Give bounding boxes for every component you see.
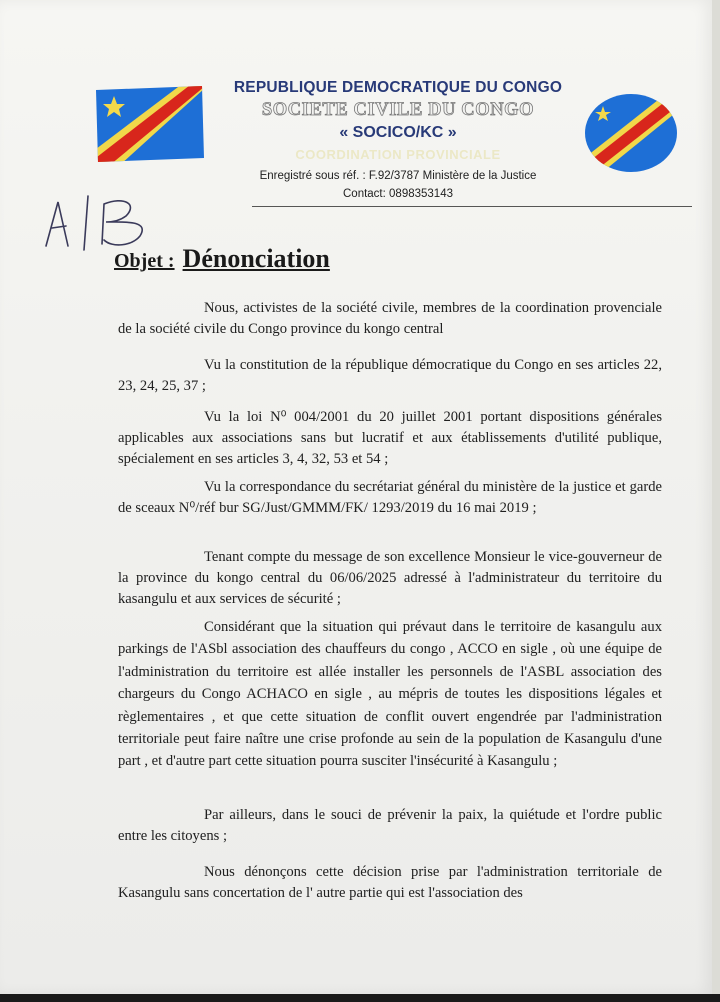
paragraph-message: Tenant compte du message de son excellence Monsieur le vice-gouverneur de la province du kongo central du 06/06/2025 adressé à l'administrateur du territoire du kasangulu et aux services de sécurité ; bbox=[118, 549, 662, 607]
header-acronym: « SOCICO/KC » bbox=[339, 124, 457, 141]
paragraph-constitution: Vu la constitution de la république démocratique du Congo en ses articles 22, 23, 24, 25, 37 ; bbox=[118, 357, 662, 394]
header-society: SOCIETE CIVILE DU CONGO bbox=[261, 100, 535, 120]
subject-label: Objet : bbox=[114, 250, 175, 272]
header-coordination: COORDINATION PROVINCIALE bbox=[295, 147, 501, 162]
paragraph-intro: Nous, activistes de la société civile, membres de la coordination provenciale de la société civile du Congo province du kongo central bbox=[118, 300, 662, 337]
header-contact: Contact: 0898353143 bbox=[343, 188, 453, 200]
paragraph-law: Vu la loi N⁰ 004/2001 du 20 juillet 2001 portant dispositions générales applicables aux associations sans but lucratif et aux établissements d'utilité publique, spécialement en ses articles 3, 4, 32, 53 et 54 ; bbox=[118, 409, 662, 467]
subject-line bbox=[114, 244, 330, 274]
header-republic: REPUBLIQUE DEMOCRATIQUE DU CONGO bbox=[233, 79, 563, 96]
paragraph-considering: Considérant que la situation qui prévaut dans le territoire de kasangulu aux parkings de l'ASbl association des chauffeurs du congo , ACCO en sigle , où une équipe de l'administration du territoire est allée installer les personnels de l'ASBL association des chargeurs du Congo ACHACO en sigle , au mépris de toutes les dispositions légales et règlementaires , et que cette situation de conflit ouvert engendrée par l'administration territoriale peut faire naître une crise profonde au sein de la population de Kasangulu d'une part , et d'autre part cette situation pourra susciter l'insécurité à Kasangulu ; bbox=[118, 619, 662, 770]
bottom-edge bbox=[0, 994, 720, 1002]
subject-title: Dénonciation bbox=[182, 244, 330, 273]
paragraph-correspondence: Vu la correspondance du secrétariat général du ministère de la justice et garde de sceaux N⁰/réf bur SG/Just/GMMM/FK/ 1293/2019 du 16 mai 2019 ; bbox=[118, 479, 662, 516]
header-divider bbox=[252, 206, 692, 207]
header-registration: Enregistré sous réf. : F.92/3787 Ministère de la Justice bbox=[259, 170, 537, 182]
paragraph-peace: Par ailleurs, dans le souci de prévenir la paix, la quiétude et l'ordre public entre les citoyens ; bbox=[118, 807, 662, 844]
paragraph-denounce: Nous dénonçons cette décision prise par l'administration territoriale de Kasangulu sans concertation de l' autre partie qui est l'association des bbox=[118, 864, 662, 901]
